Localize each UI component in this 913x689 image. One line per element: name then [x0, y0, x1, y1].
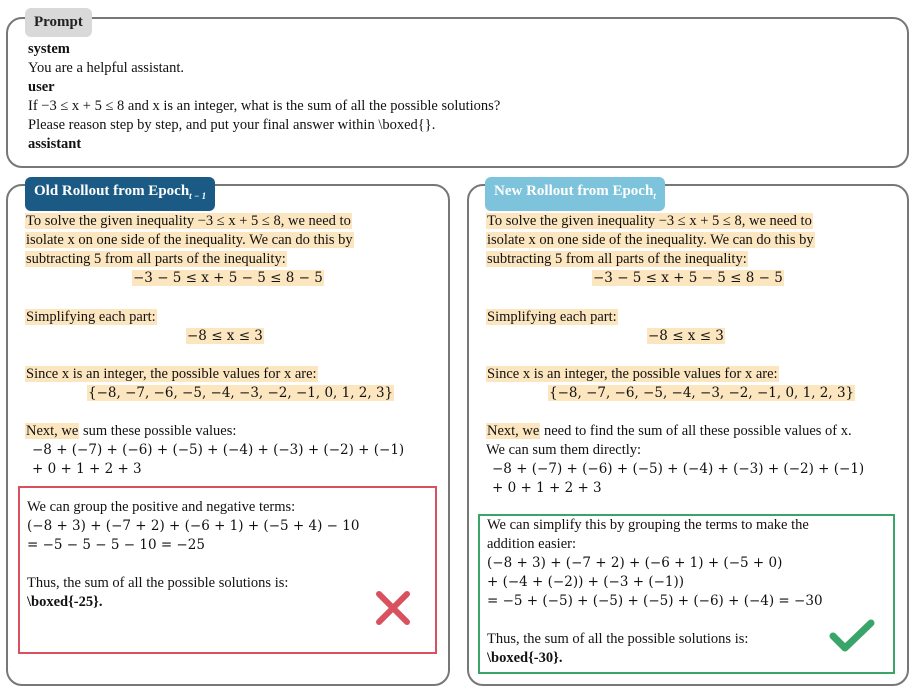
new-intro-3: subtracting 5 from all parts of the inequality: [487, 251, 747, 267]
old-thus: Thus, the sum of all the possible solutions is: [27, 575, 289, 591]
new-set: {−8, −7, −6, −5, −4, −3, −2, −1, 0, 1, 2, 3} [549, 385, 855, 401]
old-eq2: −8 ≤ x ≤ 3 [187, 328, 263, 344]
new-group-eq3: = −5 + (−5) + (−5) + (−5) + (−6) + (−4) = −30 [487, 593, 823, 609]
prompt-label: Prompt [25, 8, 92, 37]
new-direct: We can sum them directly: [486, 442, 642, 458]
old-intro-3: subtracting 5 from all parts of the inequality: [26, 251, 286, 267]
new-title-text: New Rollout from Epoch [494, 183, 654, 199]
new-rollout-title [485, 177, 665, 211]
old-title-text: Old Rollout from Epoch [34, 183, 190, 199]
new-since: Since x is an integer, the possible values for x are: [487, 366, 778, 382]
old-eq1: −3 − 5 ≤ x + 5 − 5 ≤ 8 − 5 [133, 270, 323, 286]
old-sum-1: −8 + (−7) + (−6) + (−5) + (−4) + (−3) + (−2) + (−1) [32, 442, 405, 458]
new-intro-2: isolate x on one side of the inequality. We can do this by [487, 232, 814, 248]
new-simplify-2: addition easier: [487, 536, 576, 552]
old-group-eq1: (−8 + 3) + (−7 + 2) + (−6 + 1) + (−5 + 4) − 10 [27, 518, 360, 534]
prompt-box [6, 17, 909, 168]
system-role: system [28, 41, 70, 57]
old-group: We can group the positive and negative terms: [27, 499, 296, 515]
new-title-sub: t [653, 191, 656, 201]
old-rollout-title [25, 177, 215, 211]
user-instruction: Please reason step by step, and put your final answer within \boxed{}. [28, 117, 436, 133]
old-since: Since x is an integer, the possible values for x are: [26, 366, 317, 382]
new-sum-2: + 0 + 1 + 2 + 3 [492, 480, 602, 496]
cross-icon [375, 590, 411, 626]
new-intro-1: To solve the given inequality −3 ≤ x + 5 ≤ 8, we need to [487, 213, 812, 229]
old-group-eq2: = −5 − 5 − 5 − 10 = −25 [27, 537, 205, 553]
new-simplify-1: We can simplify this by grouping the terms to make the [487, 517, 809, 533]
new-eq1: −3 − 5 ≤ x + 5 − 5 ≤ 8 − 5 [593, 270, 783, 286]
new-eq2: −8 ≤ x ≤ 3 [648, 328, 724, 344]
new-answer: \boxed{-30}. [487, 650, 563, 666]
assistant-role: assistant [28, 136, 82, 152]
old-intro-2: isolate x on one side of the inequality. We can do this by [26, 232, 353, 248]
user-question: If −3 ≤ x + 5 ≤ 8 and x is an integer, what is the sum of all the possible solutions? [28, 98, 501, 114]
old-title-sub: t − 1 [189, 191, 207, 201]
check-icon [828, 618, 876, 654]
new-next: Next, we need to find the sum of all these possible values of x. [487, 423, 852, 439]
old-sum-2: + 0 + 1 + 2 + 3 [32, 461, 142, 477]
old-next: Next, we sum these possible values: [26, 423, 237, 439]
old-answer: \boxed{-25}. [27, 594, 103, 610]
new-thus: Thus, the sum of all the possible solutions is: [487, 631, 749, 647]
user-role: user [28, 79, 55, 95]
system-text: You are a helpful assistant. [28, 60, 184, 76]
new-group-eq1: (−8 + 3) + (−7 + 2) + (−6 + 1) + (−5 + 0) [487, 555, 783, 571]
old-intro-1: To solve the given inequality −3 ≤ x + 5 ≤ 8, we need to [26, 213, 351, 229]
old-simplify: Simplifying each part: [26, 309, 156, 325]
new-sum-1: −8 + (−7) + (−6) + (−5) + (−4) + (−3) + (−2) + (−1) [492, 461, 865, 477]
new-group-eq2: + (−4 + (−2)) + (−3 + (−1)) [487, 574, 685, 590]
new-simplify: Simplifying each part: [487, 309, 617, 325]
old-set: {−8, −7, −6, −5, −4, −3, −2, −1, 0, 1, 2, 3} [88, 385, 394, 401]
